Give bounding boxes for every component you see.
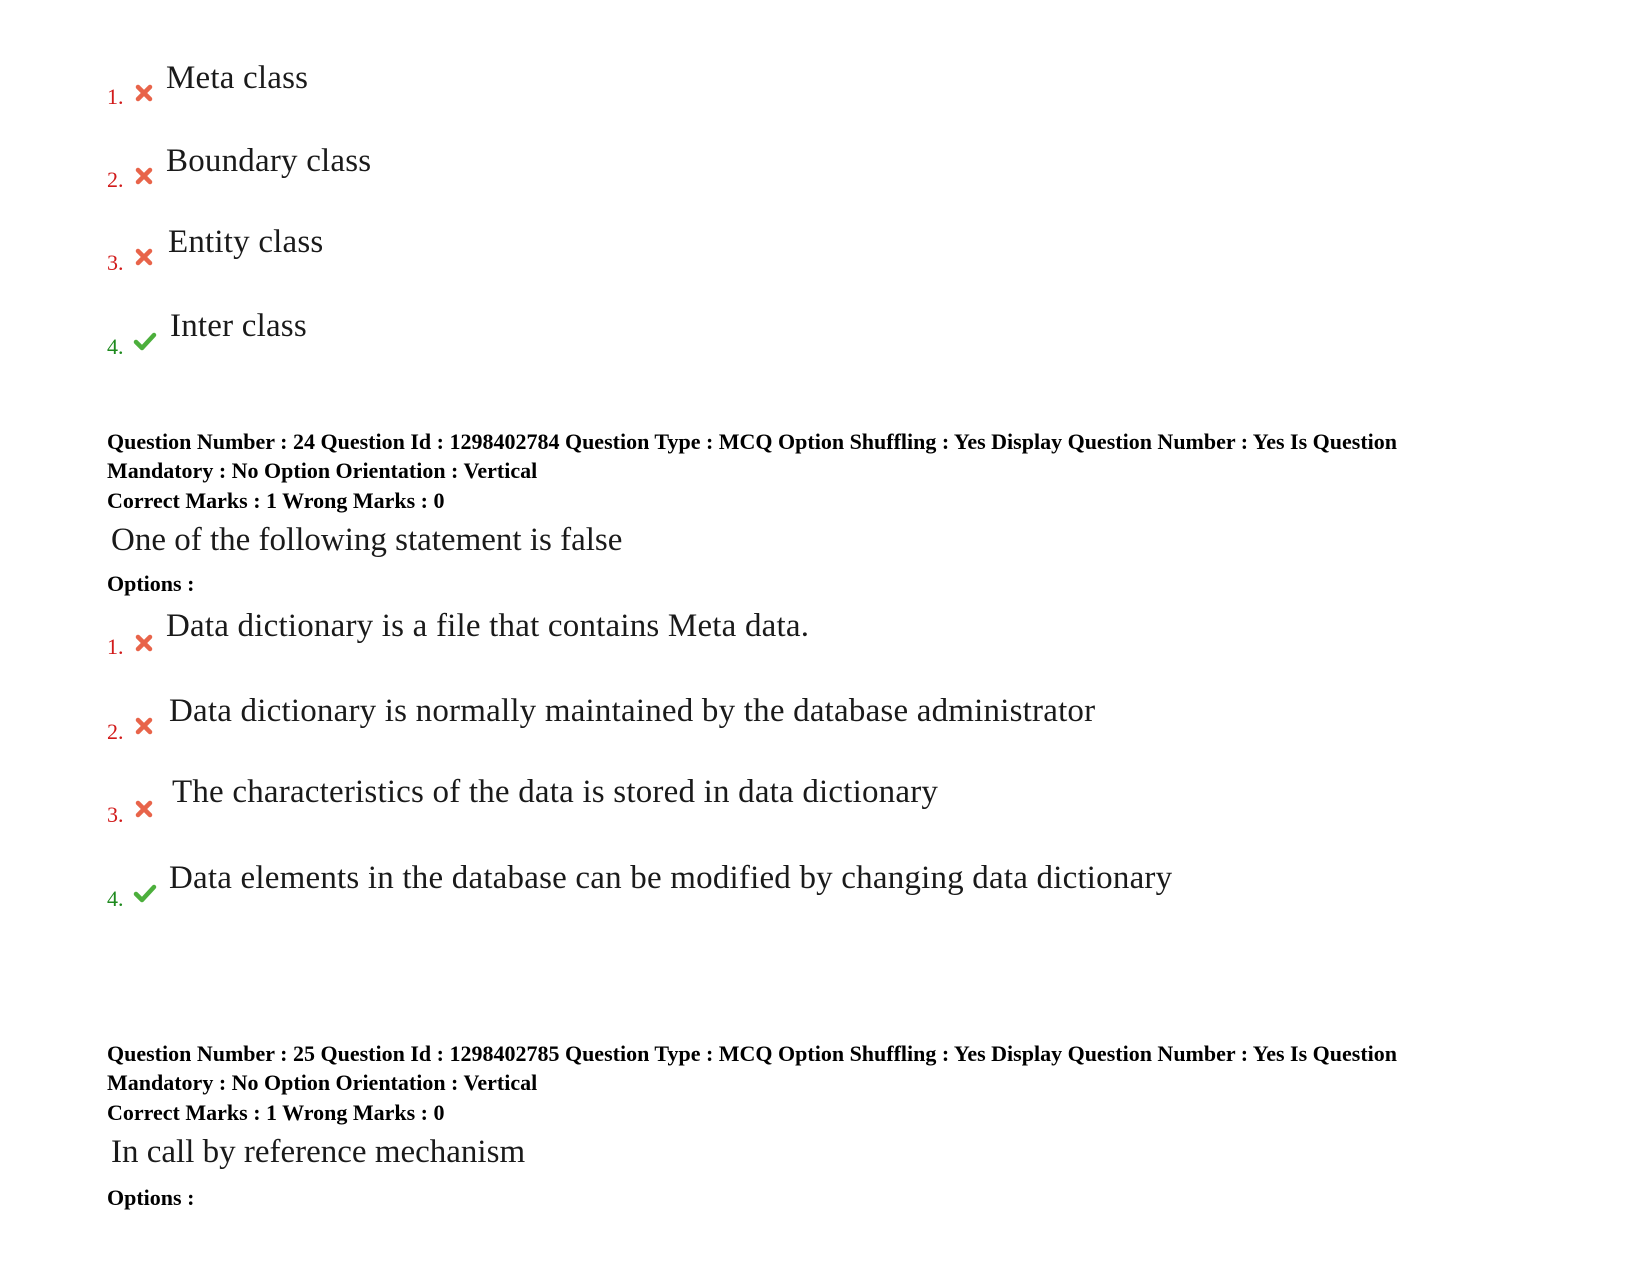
option-text: Data dictionary is a file that contains Meta data. [166, 608, 810, 644]
cross-icon [135, 800, 153, 818]
cross-icon [135, 717, 153, 735]
option-text: Inter class [170, 308, 307, 344]
check-icon [133, 882, 157, 904]
option-text: Data elements in the database can be modified by changing data dictionary [169, 860, 1173, 896]
cross-icon [135, 84, 153, 102]
question-meta: Question Number : 24 Question Id : 1298402784 Question Type : MCQ Option Shuffling : Yes Display Question Number : Yes Is Question Mandatory : No Option Orientation : Vertical [107, 429, 1397, 483]
option-text: Boundary class [166, 143, 372, 179]
question-meta: Question Number : 25 Question Id : 1298402785 Question Type : MCQ Option Shuffling : Yes Display Question Number : Yes Is Question Mandatory : No Option Orientation : Vertical [107, 1041, 1397, 1095]
option-number: 3. [107, 250, 124, 275]
question-marks: Correct Marks : 1 Wrong Marks : 0 [107, 1100, 445, 1125]
cross-icon [135, 167, 153, 185]
options-label: Options : [107, 1185, 195, 1210]
option-number: 1. [107, 84, 124, 109]
option-text: Meta class [166, 60, 309, 96]
question-marks: Correct Marks : 1 Wrong Marks : 0 [107, 488, 445, 513]
option-number: 3. [107, 802, 124, 827]
option-number: 2. [107, 719, 124, 744]
option-number: 4. [107, 334, 124, 359]
cross-icon [135, 634, 153, 652]
option-number: 1. [107, 634, 124, 659]
options-label: Options : [107, 571, 195, 596]
option-number: 4. [107, 886, 124, 911]
check-icon [133, 330, 157, 352]
option-text: The characteristics of the data is stored in data dictionary [172, 774, 939, 810]
option-text: Entity class [168, 224, 324, 260]
cross-icon [135, 248, 153, 266]
question-text: In call by reference mechanism [111, 1134, 526, 1170]
question-text: One of the following statement is false [111, 522, 623, 558]
option-text: Data dictionary is normally maintained by the database administrator [169, 693, 1096, 729]
option-number: 2. [107, 167, 124, 192]
